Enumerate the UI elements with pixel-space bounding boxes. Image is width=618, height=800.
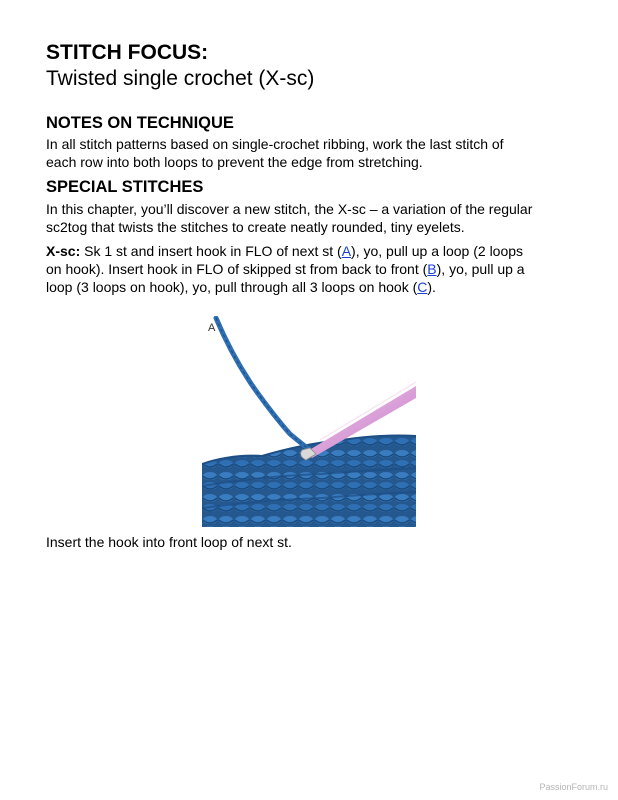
special-line: In this chapter, you’ll discover a new stitch, the X-sc – a variation of the regular	[46, 201, 533, 217]
xsc-text: ).	[427, 279, 436, 295]
notes-paragraph	[46, 135, 576, 171]
crochet-photo-a	[202, 316, 416, 527]
photo-link-c[interactable]: C	[417, 279, 428, 295]
xsc-text: ), yo, pull up a loop (2 loops	[351, 243, 524, 259]
xsc-text: on hook). Insert hook in FLO of skipped st from back to front (	[46, 261, 428, 277]
xsc-text: Sk 1 st and insert hook in FLO of next st (	[80, 243, 342, 259]
notes-line: each row into both loops to prevent the edge from stretching.	[46, 154, 423, 170]
photo-link-b[interactable]: B	[427, 261, 437, 277]
notes-heading: NOTES ON TECHNIQUE	[46, 114, 234, 132]
xsc-text: ), yo, pull up a	[436, 261, 525, 277]
watermark: PassionForum.ru	[539, 782, 608, 792]
photo-label: A	[208, 322, 216, 334]
xsc-line-3	[46, 278, 576, 296]
special-line: sc2tog that twists the stitches to create neatly rounded, tiny eyelets.	[46, 219, 465, 235]
page-title: STITCH FOCUS:	[46, 41, 209, 64]
notes-line: In all stitch patterns based on single-crochet ribbing, work the last stitch of	[46, 136, 504, 152]
special-stitches-paragraph	[46, 200, 576, 236]
xsc-text: loop (3 loops on hook), yo, pull through all 3 loops on hook (	[46, 279, 418, 295]
xsc-term: X-sc:	[46, 243, 81, 259]
page-subtitle: Twisted single crochet (X-sc)	[46, 67, 315, 90]
xsc-line-2	[46, 260, 576, 278]
special-stitches-heading: SPECIAL STITCHES	[46, 178, 204, 196]
xsc-line-1	[46, 242, 576, 260]
figure-caption: Insert the hook into front loop of next st.	[46, 534, 292, 550]
photo-link-a[interactable]: A	[341, 243, 352, 259]
xsc-instructions	[46, 242, 576, 296]
crochet-illustration	[202, 316, 416, 527]
